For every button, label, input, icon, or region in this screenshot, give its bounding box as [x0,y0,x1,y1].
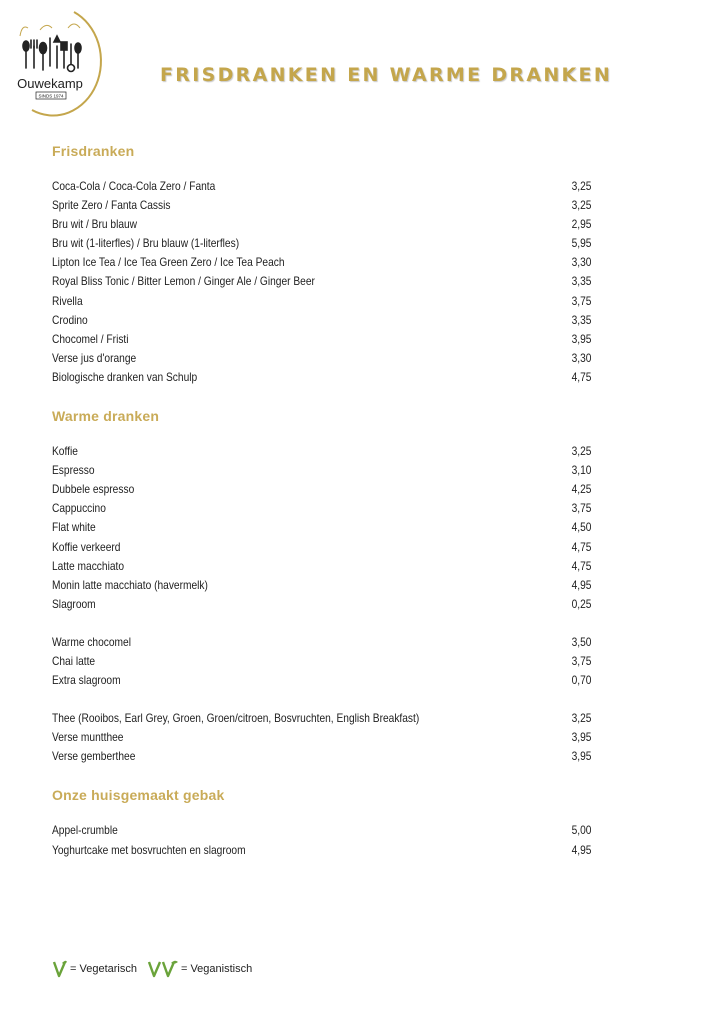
logo-tagline: SINDS 1974 [38,93,64,99]
menu-item [52,538,591,557]
menu-item [52,349,591,368]
item-name: Coca-Cola / Coca-Cola Zero / Fanta [52,180,216,193]
item-price: 3,25 [571,712,592,726]
page-title: FRISDRANKEN EN WARME DRANKEN [160,64,613,86]
menu-item [52,330,591,349]
menu-item [52,234,591,253]
menu-item [52,557,591,576]
menu-item [52,841,591,860]
item-name: Sprite Zero / Fanta Cassis [52,199,171,213]
item-name: Bru wit / Bru blauw [52,218,138,232]
menu-item [52,709,591,728]
item-name: Slagroom [52,597,96,611]
item-price: 3,95 [571,750,592,764]
item-name: Dubbele espresso [52,483,135,497]
item-name: Chai latte [52,654,96,668]
item-name: Espresso [52,464,95,478]
menu-item [52,177,591,196]
section-heading-warme-dranken: Warme dranken [52,408,160,425]
item-price: 3,75 [571,654,592,668]
item-price: 4,95 [571,578,592,592]
item-price: 3,25 [571,180,592,193]
ouwekamp-logo [12,6,108,118]
list-chocomel [52,633,592,690]
item-name: Bru wit (1-literfles) / Bru blauw (1-literfles) [52,237,240,251]
vegetarian-icon [52,959,68,979]
logo-name: Ouwekamp [17,76,83,91]
item-price: 3,35 [571,275,592,289]
menu-item [52,821,591,840]
item-price: 3,50 [571,635,592,649]
item-price: 5,95 [571,237,592,251]
item-name: Biologische dranken van Schulp [52,370,198,384]
list-frisdranken [52,177,592,387]
menu-item [52,499,591,518]
menu-item [52,576,591,595]
item-name: Extra slagroom [52,674,121,688]
item-name: Cappuccino [52,502,106,516]
menu-item [52,480,591,499]
legend-vegetarian-label: = Vegetarisch [70,963,137,975]
item-name: Koffie [52,445,78,459]
list-thee [52,709,592,766]
item-price: 3,75 [571,294,592,308]
item-price: 4,75 [571,540,592,554]
item-name: Crodino [52,313,88,327]
item-price: 3,25 [571,445,592,459]
item-price: 3,75 [571,502,592,516]
menu-item [52,368,591,387]
menu-item [52,633,591,652]
item-name: Koffie verkeerd [52,540,121,554]
item-price: 4,95 [571,843,592,857]
item-name: Appel-crumble [52,824,118,838]
menu-item [52,292,591,311]
menu-item [52,461,591,480]
item-price: 3,35 [571,313,592,327]
menu-item [52,747,591,766]
section-heading-gebak: Onze huisgemaakt gebak [52,787,225,804]
item-price: 3,30 [571,256,592,270]
menu-item [52,518,591,537]
item-price: 3,95 [571,332,592,346]
diet-legend [52,958,262,980]
list-koffie [52,442,592,614]
item-name: Monin latte macchiato (havermelk) [52,578,208,592]
item-name: Chocomel / Fristi [52,332,129,346]
menu-item [52,671,591,690]
item-price: 4,50 [571,521,592,535]
item-name: Verse jus d'orange [52,351,137,365]
menu-item [52,253,591,272]
menu-item [52,442,591,461]
menu-content [52,138,592,860]
item-price: 3,95 [571,731,592,745]
menu-item [52,196,591,215]
item-price: 4,75 [571,370,592,384]
item-price: 3,30 [571,351,592,365]
menu-item [52,595,591,614]
item-name: Lipton Ice Tea / Ice Tea Green Zero / Ice Tea Peach [52,256,285,270]
item-name: Royal Bliss Tonic / Bitter Lemon / Ginger Ale / Ginger Beer [52,275,315,289]
item-name: Warme chocomel [52,635,132,649]
item-name: Verse gemberthee [52,750,136,764]
item-name: Rivella [52,294,83,308]
item-price: 3,10 [571,464,592,478]
item-price: 5,00 [571,824,592,838]
item-price: 4,75 [571,559,592,573]
item-name: Thee (Rooibos, Earl Grey, Groen, Groen/citroen, Bosvruchten, English Breakfast) [52,712,420,726]
item-price: 2,95 [571,218,592,232]
item-name: Latte macchiato [52,559,125,573]
item-price: 3,25 [571,199,592,213]
item-price: 4,25 [571,483,592,497]
menu-item [52,272,591,291]
item-name: Flat white [52,521,96,535]
menu-item [52,652,591,671]
vegan-icon [147,959,179,979]
menu-item [52,215,591,234]
item-price: 0,70 [571,674,592,688]
menu-item [52,728,591,747]
list-gebak [52,821,592,859]
legend-vegan-label: = Veganistisch [180,963,253,975]
item-name: Yoghurtcake met bosvruchten en slagroom [52,843,246,857]
section-heading-frisdranken: Frisdranken [52,143,135,159]
item-price: 0,25 [571,597,592,611]
menu-item [52,311,591,330]
item-name: Verse muntthee [52,731,124,745]
